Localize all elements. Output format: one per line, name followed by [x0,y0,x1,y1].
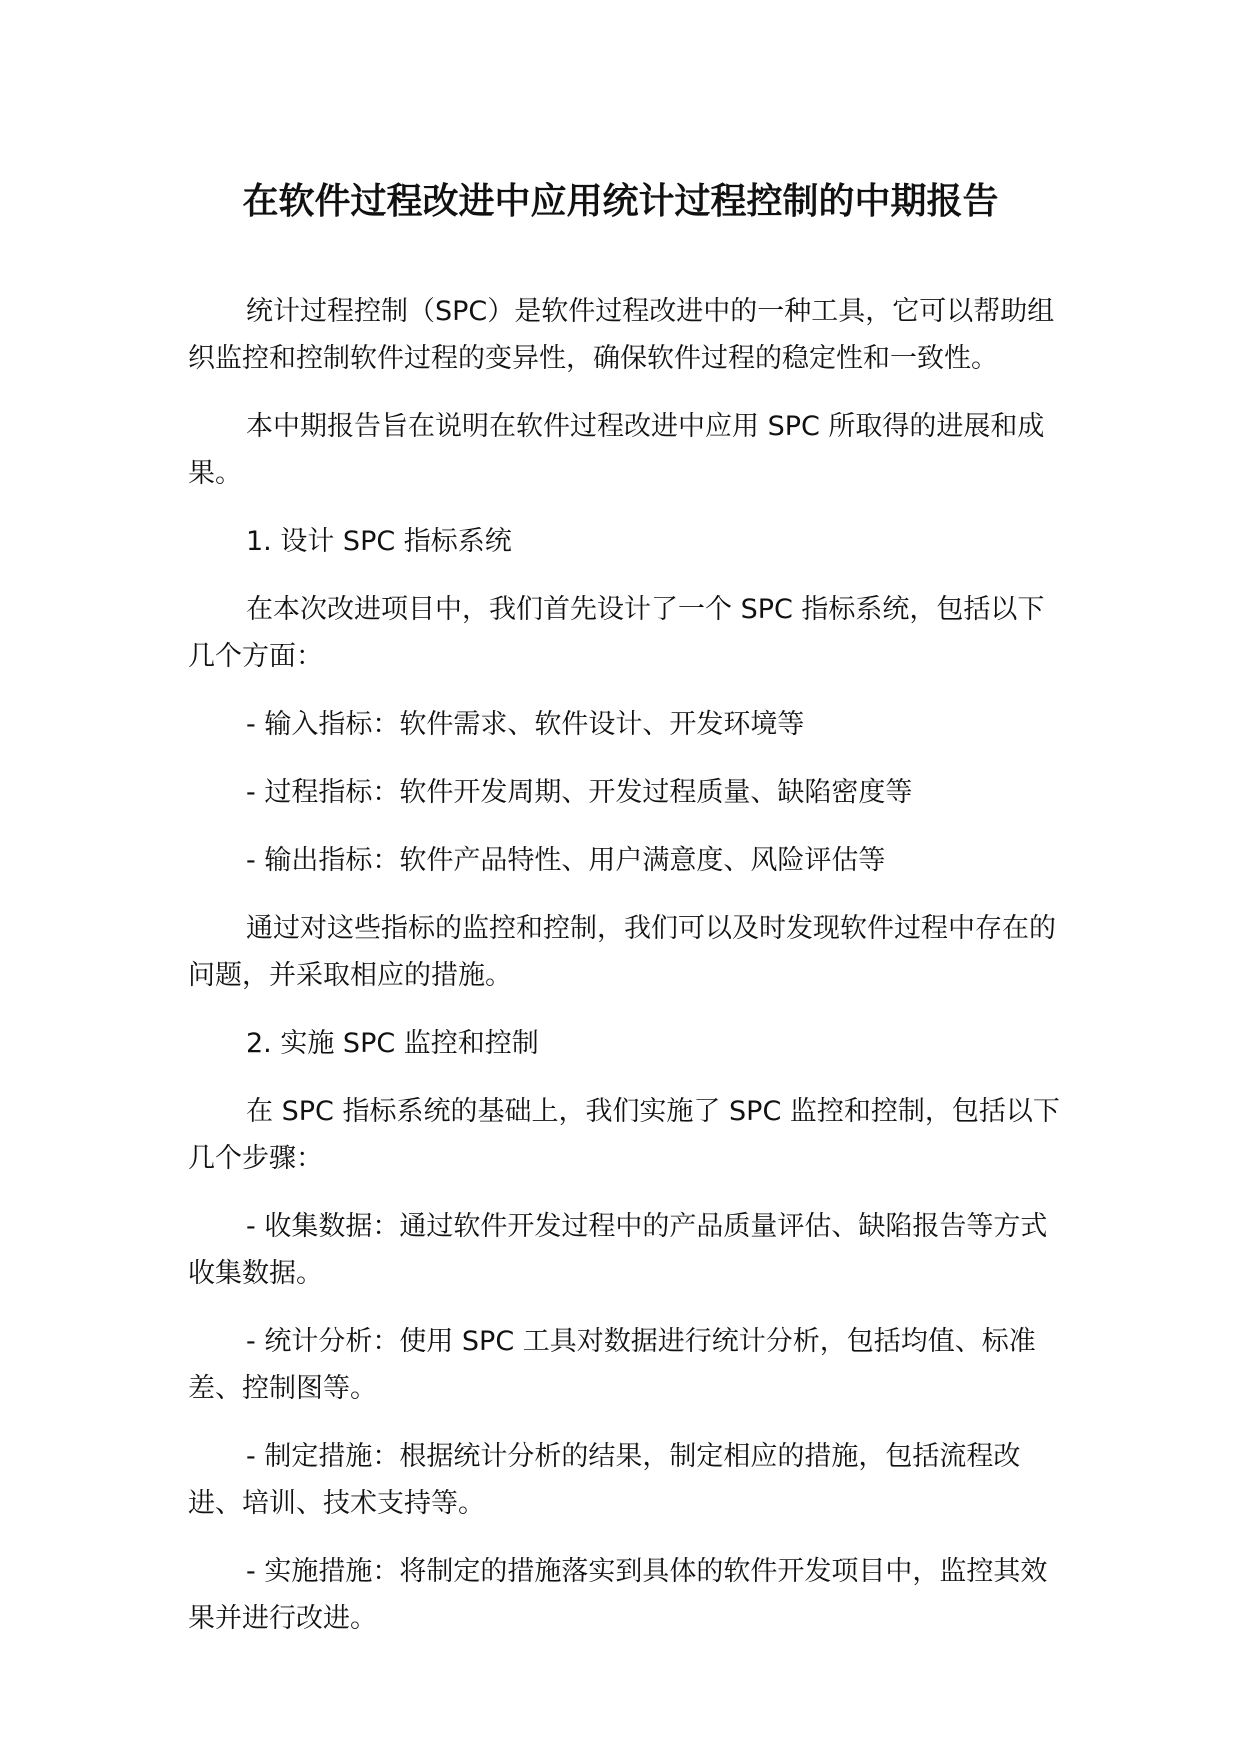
list-item-define-measures: - 制定措施：根据统计分析的结果，制定相应的措施，包括流程改进、培训、技术支持等。 [188,1441,1021,1519]
section-heading-2: 2. 实施 SPC 监控和控制 [246,1028,539,1059]
document-title: 在软件过程改进中应用统计过程控制的中期报告 [242,181,999,222]
paragraph-intro: 统计过程控制（SPC）是软件过程改进中的一种工具，它可以帮助组织监控和控制软件过程的变异性，确保软件过程的稳定性和一致性。 [188,296,1055,374]
paragraph-purpose: 本中期报告旨在说明在软件过程改进中应用 SPC 所取得的进展和成果。 [188,411,1045,489]
list-item-process-indicators: - 过程指标：软件开发周期、开发过程质量、缺陷密度等 [246,777,913,808]
list-item-collect-data: - 收集数据：通过软件开发过程中的产品质量评估、缺陷报告等方式收集数据。 [188,1211,1048,1289]
section-heading-1: 1. 设计 SPC 指标系统 [246,526,512,557]
paragraph-indicator-system: 在本次改进项目中，我们首先设计了一个 SPC 指标系统，包括以下几个方面： [188,594,1045,672]
paragraph-implementation: 在 SPC 指标系统的基础上，我们实施了 SPC 监控和控制，包括以下几个步骤： [188,1096,1060,1174]
document-body [188,288,1060,1663]
list-item-implement-measures: - 实施措施：将制定的措施落实到具体的软件开发项目中，监控其效果并进行改进。 [188,1556,1048,1634]
paragraph-monitoring-benefit: 通过对这些指标的监控和控制，我们可以及时发现软件过程中存在的问题，并采取相应的措施。 [188,913,1056,991]
list-item-input-indicators: - 输入指标：软件需求、软件设计、开发环境等 [246,709,805,740]
list-item-output-indicators: - 输出指标：软件产品特性、用户满意度、风险评估等 [246,845,886,876]
list-item-statistical-analysis: - 统计分析：使用 SPC 工具对数据进行统计分析，包括均值、标准差、控制图等。 [188,1326,1036,1404]
